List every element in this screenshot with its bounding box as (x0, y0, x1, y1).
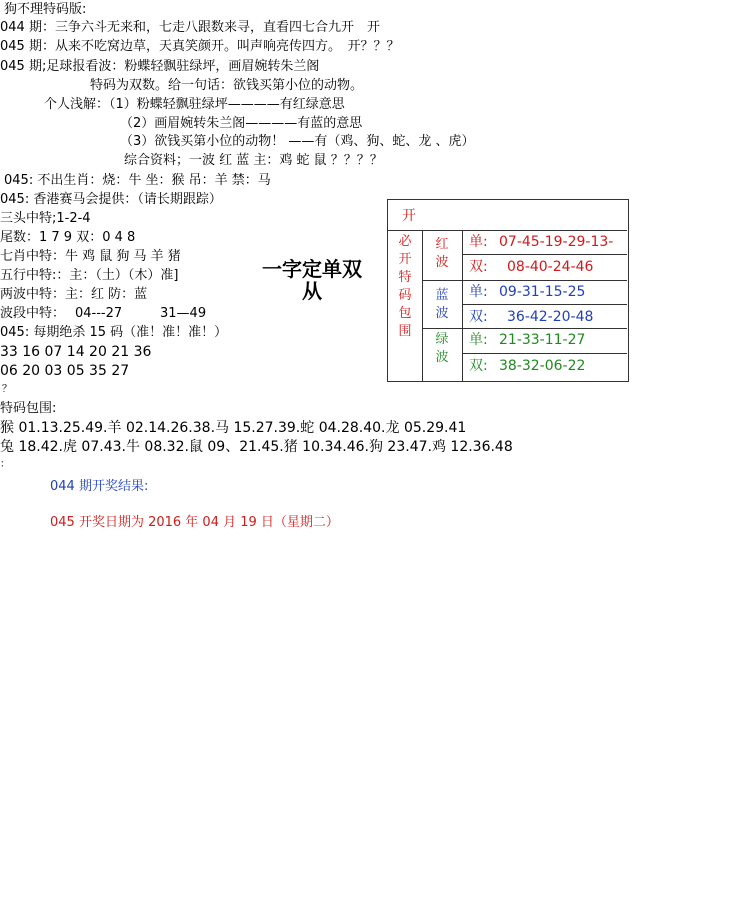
color-wave-box (387, 199, 629, 382)
summary-line: 综合资料；一波 红 蓝 主：鸡 蛇 鼠 ？？？？ (124, 153, 383, 168)
group-red (423, 231, 463, 281)
green-even-values: 38-32-06-22 (499, 358, 586, 374)
three-heads: 三头中特;1-2-4 (0, 211, 91, 226)
row-blue-odd (463, 281, 627, 305)
red-odd-key: 单: (469, 234, 488, 250)
numbers-row-2: 06 20 03 05 35 27 (0, 363, 130, 379)
no-zodiac-line: 045: 不出生肖：烧：牛 坐：猴 吊：羊 禁：马 (4, 173, 271, 188)
kill-15-line: 045: 每期绝杀 15 码（准！准！准！） (0, 325, 228, 340)
green-even-key: 双: (469, 358, 488, 374)
line-045: 045 期：从来不吃窝边草，天真笑颜开。叫声响亮传四方。 开？？？ (0, 39, 400, 54)
row-red-odd (463, 231, 627, 255)
red-even-key: 双: (469, 259, 488, 275)
row-red-even (463, 255, 627, 281)
tail-numbers: 尾数：1 7 9 双：0 4 8 (0, 230, 136, 245)
row-blue-even (463, 305, 627, 329)
line-044: 044 期：三争六斗无来和，七走八跟数来寻，直看四七合九开 开 (0, 20, 380, 35)
wave-segment-a: 04---27 (75, 306, 123, 321)
bao-row-2: 兔 18.42.虎 07.43.牛 08.32.鼠 09、21.45.猪 10.34.46.狗 23.47.鸡 12.36.48 (0, 439, 513, 455)
group-green-name: 绿波 (435, 332, 449, 365)
hk-jockey-line: 045: 香港赛马会提供：（请长期跟踪） (0, 192, 222, 207)
two-waves: 两波中特：主：红 防：蓝 (0, 287, 148, 302)
interpretation-3: （3）欲钱买第小位的动物！ ——有（鸡、狗、蛇、龙 、虎） (120, 134, 475, 149)
box-header-text: 开 (402, 208, 416, 224)
group-green (423, 329, 463, 381)
red-odd-values: 07-45-19-29-13- (499, 234, 614, 250)
box-header (388, 200, 627, 231)
interpretation-2: （2）画眉婉转朱兰阁————有蓝的意思 (120, 116, 363, 131)
blue-even-key: 双: (469, 309, 488, 325)
seven-zodiac: 七肖中特：牛 鸡 鼠 狗 马 羊 猪 (0, 249, 181, 264)
numbers-row-1: 33 16 07 14 20 21 36 (0, 344, 152, 360)
big-title-line-2: 从 (302, 279, 322, 303)
big-title-line-1: 一字定单双 (262, 257, 362, 281)
stray-mark: ？ (2, 384, 12, 395)
green-odd-key: 单: (469, 332, 488, 348)
wave-segment-label: 波段中特： (0, 306, 66, 321)
group-blue (423, 281, 463, 329)
row-green-even (463, 354, 627, 381)
red-even-values: 08-40-24-46 (507, 259, 594, 275)
result-044: 044 期开奖结果: (50, 479, 149, 494)
tema-hint: 特码为双数。给一句话：欲钱买第小位的动物。 (90, 78, 364, 93)
box-left-label-text: 必开特码包围 (398, 234, 412, 339)
group-blue-name: 蓝波 (435, 288, 449, 321)
bao-row-1: 猴 01.13.25.49.羊 02.14.26.38.马 15.27.39.蛇 04.28.40.龙 05.29.41 (0, 420, 467, 436)
interpretation-1: 个人浅解：（1）粉蝶轻飘驻绿坪————有红绿意思 (44, 97, 345, 112)
five-elements: 五行中特:：主：（土）（木）准] (0, 268, 179, 283)
line-045-soccer: 045 期;足球报看波：粉蝶轻飘驻绿坪，画眉婉转朱兰阁 (0, 59, 320, 74)
box-left-label (388, 231, 423, 381)
stray-mark-2: ： (0, 459, 10, 470)
blue-odd-values: 09-31-15-25 (499, 284, 586, 300)
page-title: 狗不理特码版: (4, 2, 87, 17)
green-odd-values: 21-33-11-27 (499, 332, 586, 348)
draw-date-045: 045 开奖日期为 2016 年 04 月 19 日（星期二） (50, 515, 339, 530)
group-red-name: 红波 (435, 237, 449, 270)
bao-title: 特码包围: (0, 401, 57, 416)
single-double-title (254, 258, 370, 302)
wave-segment-b: 31—49 (160, 306, 207, 321)
blue-even-values: 36-42-20-48 (507, 309, 594, 325)
row-green-odd (463, 329, 627, 354)
blue-odd-key: 单: (469, 284, 488, 300)
